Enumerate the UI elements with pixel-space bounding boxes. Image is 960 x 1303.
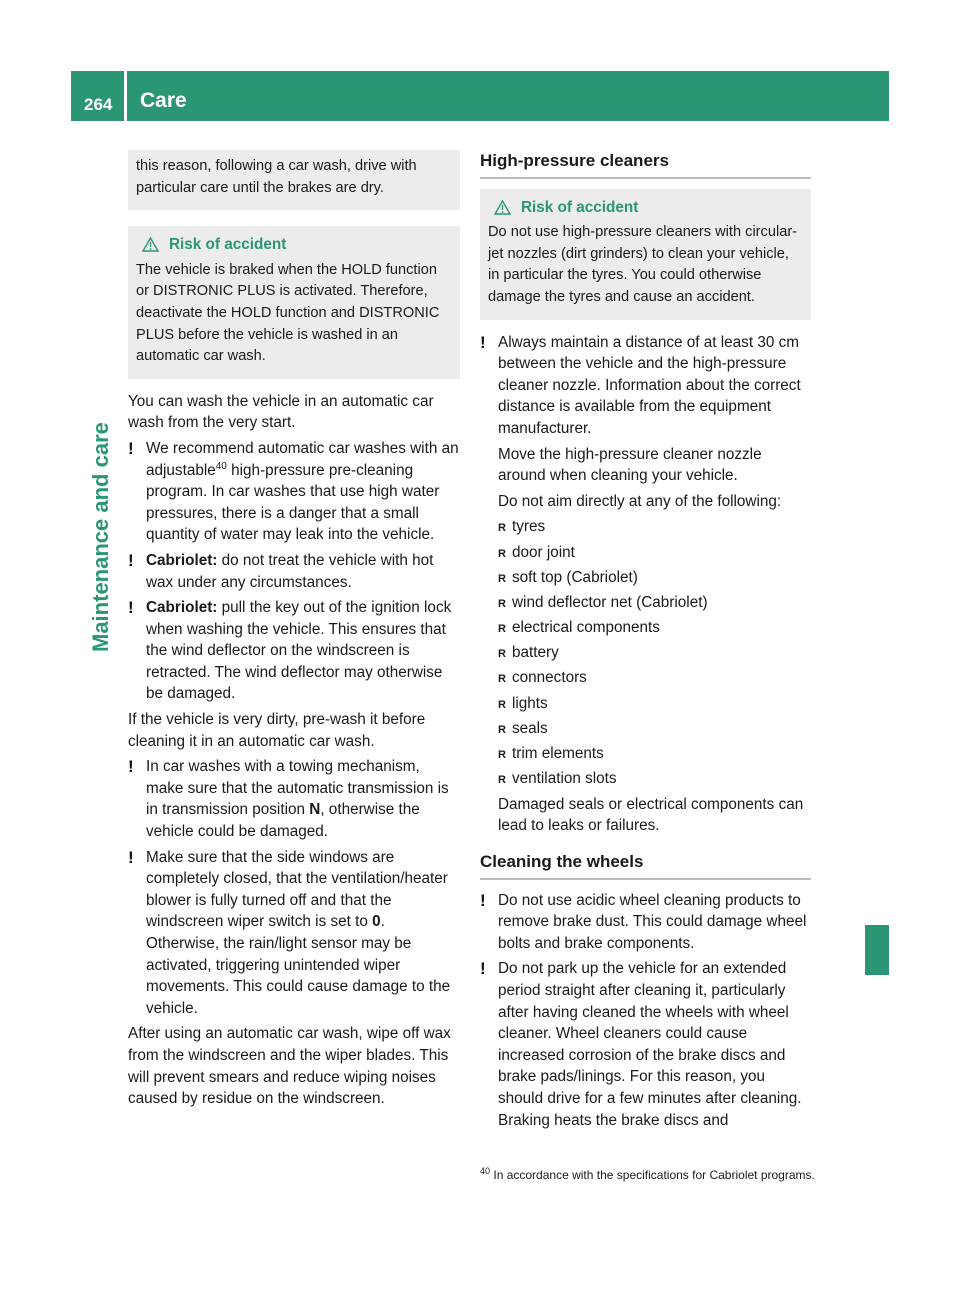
note-text: do not treat the vehicle with hot wax under any circumstances. (146, 551, 434, 591)
note-text: Do not use acidic wheel cleaning products to remove brake dust. This could damage wheel bolts and brake components. (498, 891, 807, 952)
warning-triangle-icon (494, 200, 511, 215)
note-adjustable-prewash (128, 438, 460, 546)
note-label: Cabriolet: (146, 599, 218, 617)
note-acidic-cleaner (480, 890, 811, 955)
side-tab-label-text: Maintenance and care (88, 422, 113, 652)
header-bar (71, 71, 889, 121)
note-cabriolet-key (128, 597, 460, 705)
warning-text: The vehicle is braked when the HOLD function or DISTRONIC PLUS is activated. Therefore, deactivate the HOLD function and DISTRONIC PLUS before the vehicle is washed in an automatic car wash. (136, 261, 440, 365)
note-text: pull the key out of the ignition lock when washing the vehicle. This ensures that the wind deflector on the windscreen is retracted. The wind deflector may otherwise be damaged. (146, 599, 452, 703)
exclamation-icon: ! (128, 598, 134, 618)
continuation-text: this reason, following a car wash, drive with particular care until the brakes are dry. (136, 158, 417, 196)
footnote-ref: 40 (215, 460, 227, 472)
warning-title (494, 197, 803, 219)
note-text: , otherwise the vehicle could be damaged. (146, 801, 420, 841)
list-item: R door joint (498, 542, 811, 564)
footnote-marker: 40 (480, 1166, 491, 1176)
note-text: Make sure that the side windows are completely closed, that the ventilation/heater blower is fully turned off and that the windscreen wiper switch is set to (146, 848, 448, 931)
list-item: R ventilation slots (498, 768, 811, 790)
warning-box-hold (128, 226, 460, 379)
paragraph: Do not aim directly at any of the following: (498, 492, 782, 510)
list-item: R connectors (498, 667, 811, 689)
warning-title-text: Risk of accident (521, 198, 639, 216)
list-item: R tyres (498, 516, 811, 538)
list-item: R lights (498, 693, 811, 715)
left-column (128, 150, 460, 1114)
exclamation-icon: ! (128, 438, 134, 458)
footnote-text: In accordance with the specifications for Cabriolet programs. (493, 1168, 815, 1182)
warning-triangle-icon (142, 237, 159, 252)
note-bold: 0 (372, 913, 381, 931)
note-text: high-pressure pre-cleaning program. In car washes that use high water pressures, there is a danger that a small quantity of water may leak into the vehicle. (146, 461, 440, 544)
warning-title (142, 234, 452, 256)
section-title: Care (140, 89, 187, 112)
side-tab-label (88, 52, 114, 652)
heading-cleaning-wheels: Cleaning the wheels (480, 851, 811, 880)
note-cabriolet-wax (128, 550, 460, 593)
exclamation-icon: ! (480, 890, 486, 910)
note-distance (480, 332, 811, 440)
side-tab-marker (865, 925, 889, 975)
note-text: In car washes with a towing mechanism, make sure that the automatic transmission is in transmission position (146, 758, 449, 819)
exclamation-icon: ! (128, 757, 134, 777)
note-text: We recommend automatic car washes with an adjustable (146, 439, 459, 479)
warning-title-text: Risk of accident (169, 236, 287, 254)
page-number: 264 (84, 95, 113, 114)
continuation-box (128, 150, 460, 210)
paragraph: Damaged seals or electrical components can lead to leaks or failures. (498, 795, 804, 835)
list-item: R soft top (Cabriolet) (498, 567, 811, 589)
paragraph: Move the high-pressure cleaner nozzle around when cleaning your vehicle. (498, 445, 762, 485)
footnote (480, 1168, 815, 1182)
exclamation-icon: ! (480, 332, 486, 352)
list-item: R wind deflector net (Cabriolet) (498, 592, 811, 614)
list-item: R battery (498, 642, 811, 664)
note-bold: N (309, 801, 321, 819)
warning-text: Do not use high-pressure cleaners with circular-jet nozzles (dirt grinders) to clean your vehicle, in particular the tyres. You could otherwise damage the tyres and cause an accident. (488, 224, 798, 305)
note-text: . Otherwise, the rain/light sensor may be activated, triggering unintended wiper movements. This could cause damage to the vehicle. (146, 913, 451, 1017)
note-label: Cabriolet: (146, 551, 218, 569)
heading-high-pressure: High-pressure cleaners (480, 150, 811, 179)
header-separator (124, 71, 127, 121)
note-towing (128, 756, 460, 842)
right-column (480, 150, 811, 1135)
list-item: R trim elements (498, 743, 811, 765)
note-text: Do not park up the vehicle for an extended period straight after cleaning it, particularly after having cleaned the wheels with wheel cleaner. Wheel cleaners could cause increased corrosion of the brake discs and brake pads/linings. For this reason, you should drive for a few minutes after cleaning. Braking heats the brake discs and (498, 960, 802, 1129)
bullet-list (498, 516, 811, 789)
exclamation-icon: ! (128, 847, 134, 867)
list-item: R seals (498, 718, 811, 740)
note-text: Always maintain a distance of at least 30 cm between the vehicle and the high-pressure cleaner nozzle. Information about the correct distance is available from the equipment manufacturer. (498, 333, 801, 437)
exclamation-icon: ! (480, 959, 486, 979)
note-side-windows (128, 847, 460, 1020)
list-item: R electrical components (498, 617, 811, 639)
note-park-up (480, 958, 811, 1131)
paragraph: After using an automatic car wash, wipe off wax from the windscreen and the wiper blades. This will prevent smears and reduce wiping noises caused by residue on the windscreen. (128, 1025, 451, 1108)
paragraph: You can wash the vehicle in an automatic car wash from the very start. (128, 392, 434, 432)
paragraph: If the vehicle is very dirty, pre-wash it before cleaning it in an automatic car wash. (128, 711, 426, 750)
exclamation-icon: ! (128, 550, 134, 570)
warning-box-high-pressure (480, 189, 811, 320)
